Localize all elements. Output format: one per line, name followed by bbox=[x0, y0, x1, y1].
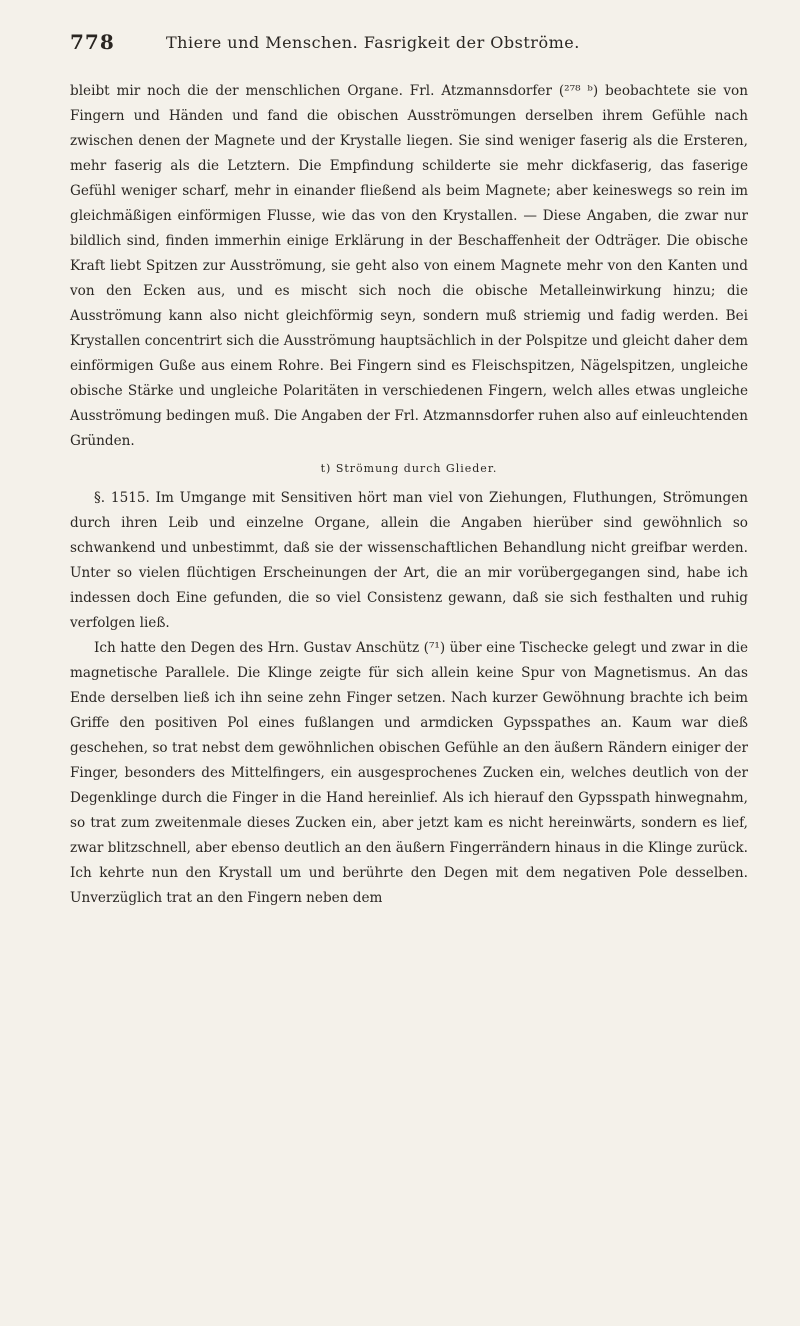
section-note: t) Strömung durch Glieder. bbox=[320, 462, 498, 475]
paragraph: bleibt mir noch die der menschlichen Organe. Frl. Atzmannsdorfer (²⁷⁸ ᵇ) beobachtete sie von Fingern und Händen und fand die obischen Ausströmungen derselben ihrem Gefühle nach zwischen denen der Magnete und der Krystalle liegen. Sie sind weniger faserig als die Ersteren, mehr faserig als die Letztern. Die Empfindung schilderte sie mehr dickfaserig, das faserige Gefühl weniger scharf, mehr in einander fließend als beim Magnete; aber keineswegs so rein im gleichmäßigen einförmigen Flusse, wie das von den Krystallen. — Diese Angaben, die zwar nur bildlich sind, finden immerhin einige Erklärung in der Beschaffenheit der Odträger. Die obische Kraft liebt Spitzen zur Ausströmung, sie geht also von einem Magnete mehr von den Kanten und von den Ecken aus, und es mischt sich noch die obische Metalleinwirkung hinzu; die Ausströmung kann also nicht gleichförmig seyn, sondern muß striemig und fadig werden. Bei Krystallen concentrirt sich die Ausströmung hauptsächlich in der Polspitze und gleicht daher dem einförmigen Guße aus einem Rohre. Bei Fingern sind es Fleischspitzen, Nägelspitzen, ungleiche obische Stärke und ungleiche Polaritäten in verschiedenen Fingern, welch alles etwas ungleiche Ausströmung bedingen muß. Die Angaben der Frl. Atzmannsdorfer ruhen also auf einleuchtenden Gründen. bbox=[70, 83, 748, 449]
section-paragraph: §. 1515. Im Umgange mit Sensitiven hört man viel von Ziehungen, Fluthungen, Strömungen durch ihren Leib und einzelne Organe, allein die Angaben hierüber sind gewöhnlich so schwankend und unbestimmt, daß sie der wissenschaftlichen Behandlung nicht greifbar werden. Unter so vielen flüchtigen Erscheinungen der Art, die an mir vorübergegangen sind, habe ich indessen doch Eine gefunden, die so viel Consistenz gewann, daß sie sich festhalten und ruhig verfolgen ließ. bbox=[70, 490, 748, 631]
page-body bbox=[70, 79, 748, 911]
running-head: Thiere und Menschen. Fasrigkeit der Obströme. bbox=[166, 33, 580, 52]
section-paragraph: Ich hatte den Degen des Hrn. Gustav Anschütz (⁷¹) über eine Tischecke gelegt und zwar in die magnetische Parallele. Die Klinge zeigte für sich allein keine Spur von Magnetismus. An das Ende derselben ließ ich ihn seine zehn Finger setzen. Nach kurzer Gewöhnung brachte ich beim Griffe den positiven Pol eines fußlangen und armdicken Gypsspathes an. Kaum war dieß geschehen, so trat nebst dem gewöhnlichen obischen Gefühle an den äußern Rändern einiger der Finger, besonders des Mittelfingers, ein ausgesprochenes Zucken ein, welches deutlich von der Degenklinge durch die Finger in die Hand hereinlief. Als ich hierauf den Gypsspath hinwegnahm, so trat zum zweitenmale dieses Zucken ein, aber jetzt kam es nicht hereinwärts, sondern es lief, zwar blitzschnell, aber ebenso deutlich an den äußern Fingerrändern hinaus in die Klinge zurück. Ich kehrte nun den Krystall um und berührte den Degen mit dem negativen Pole desselben. Unverzüglich trat an den Fingern neben dem bbox=[70, 640, 748, 906]
page-header bbox=[70, 30, 748, 70]
page-number: 778 bbox=[70, 30, 115, 54]
